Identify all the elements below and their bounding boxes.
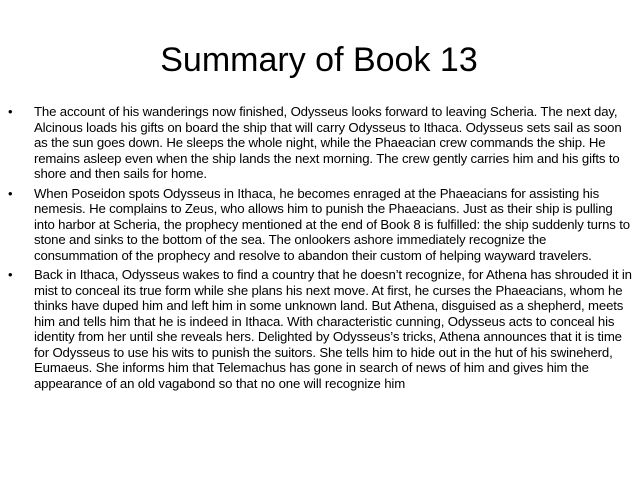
slide-title: Summary of Book 13 (160, 41, 478, 79)
bullet-dot-icon: • (8, 185, 13, 201)
bullet-list (8, 104, 632, 395)
bullet-item-2 (8, 186, 632, 264)
bullet-dot-icon: • (8, 104, 13, 119)
bullet-text-3: Back in Ithaca, Odysseus wakes to find a country that he doesn’t recognize, for Athena has shrouded it in mist to conceal its true form while she plans his next move. At first, he curses the Phaeacians, whom he thinks have duped him and left him in some unknown land. But Athena, disguised as a shepherd, meets him and tells him that he is indeed in Ithaca. With characteristic cunning, Odysseus acts to conceal his identity from her until she reveals hers. Delighted by Odysseus’s tricks, Athena announces that it is time for Odysseus to use his wits to punish the suitors. She tells him to hide out in the hut of his swineherd, Eumaeus. She informs him that Telemachus has gone in search of news of him and gives him the appearance of an old vagabond so that no one will recognize him (34, 267, 632, 391)
bullet-item-1 (8, 104, 632, 182)
bullet-dot-icon: • (8, 267, 13, 282)
bullet-text-2: When Poseidon spots Odysseus in Ithaca, he becomes enraged at the Phaeacians for assisting his nemesis. He complains to Zeus, who allows him to punish the Phaeacians. Just as their ship is pulling into harbor at Scheria, the prophecy mentioned at the end of Book 8 is fulfilled: the ship suddenly turns to stone and sinks to the bottom of the sea. The onlookers ashore immediately recognize the consummation of the prophecy and resolve to abandon their custom of helping wayward travelers. (34, 185, 630, 263)
bullet-text-1: The account of his wanderings now finished, Odysseus looks forward to leaving Scheria. The next day, Alcinous loads his gifts on board the ship that will carry Odysseus to Ithaca. Odysseus sets sail as soon as the sun goes down. He sleeps the whole night, while the Phaeacian crew commands the ship. He remains asleep even when the ship lands the next morning. The crew gently carries him and his gifts to shore and then sails for home. (34, 104, 622, 181)
bullet-item-3 (8, 267, 632, 391)
